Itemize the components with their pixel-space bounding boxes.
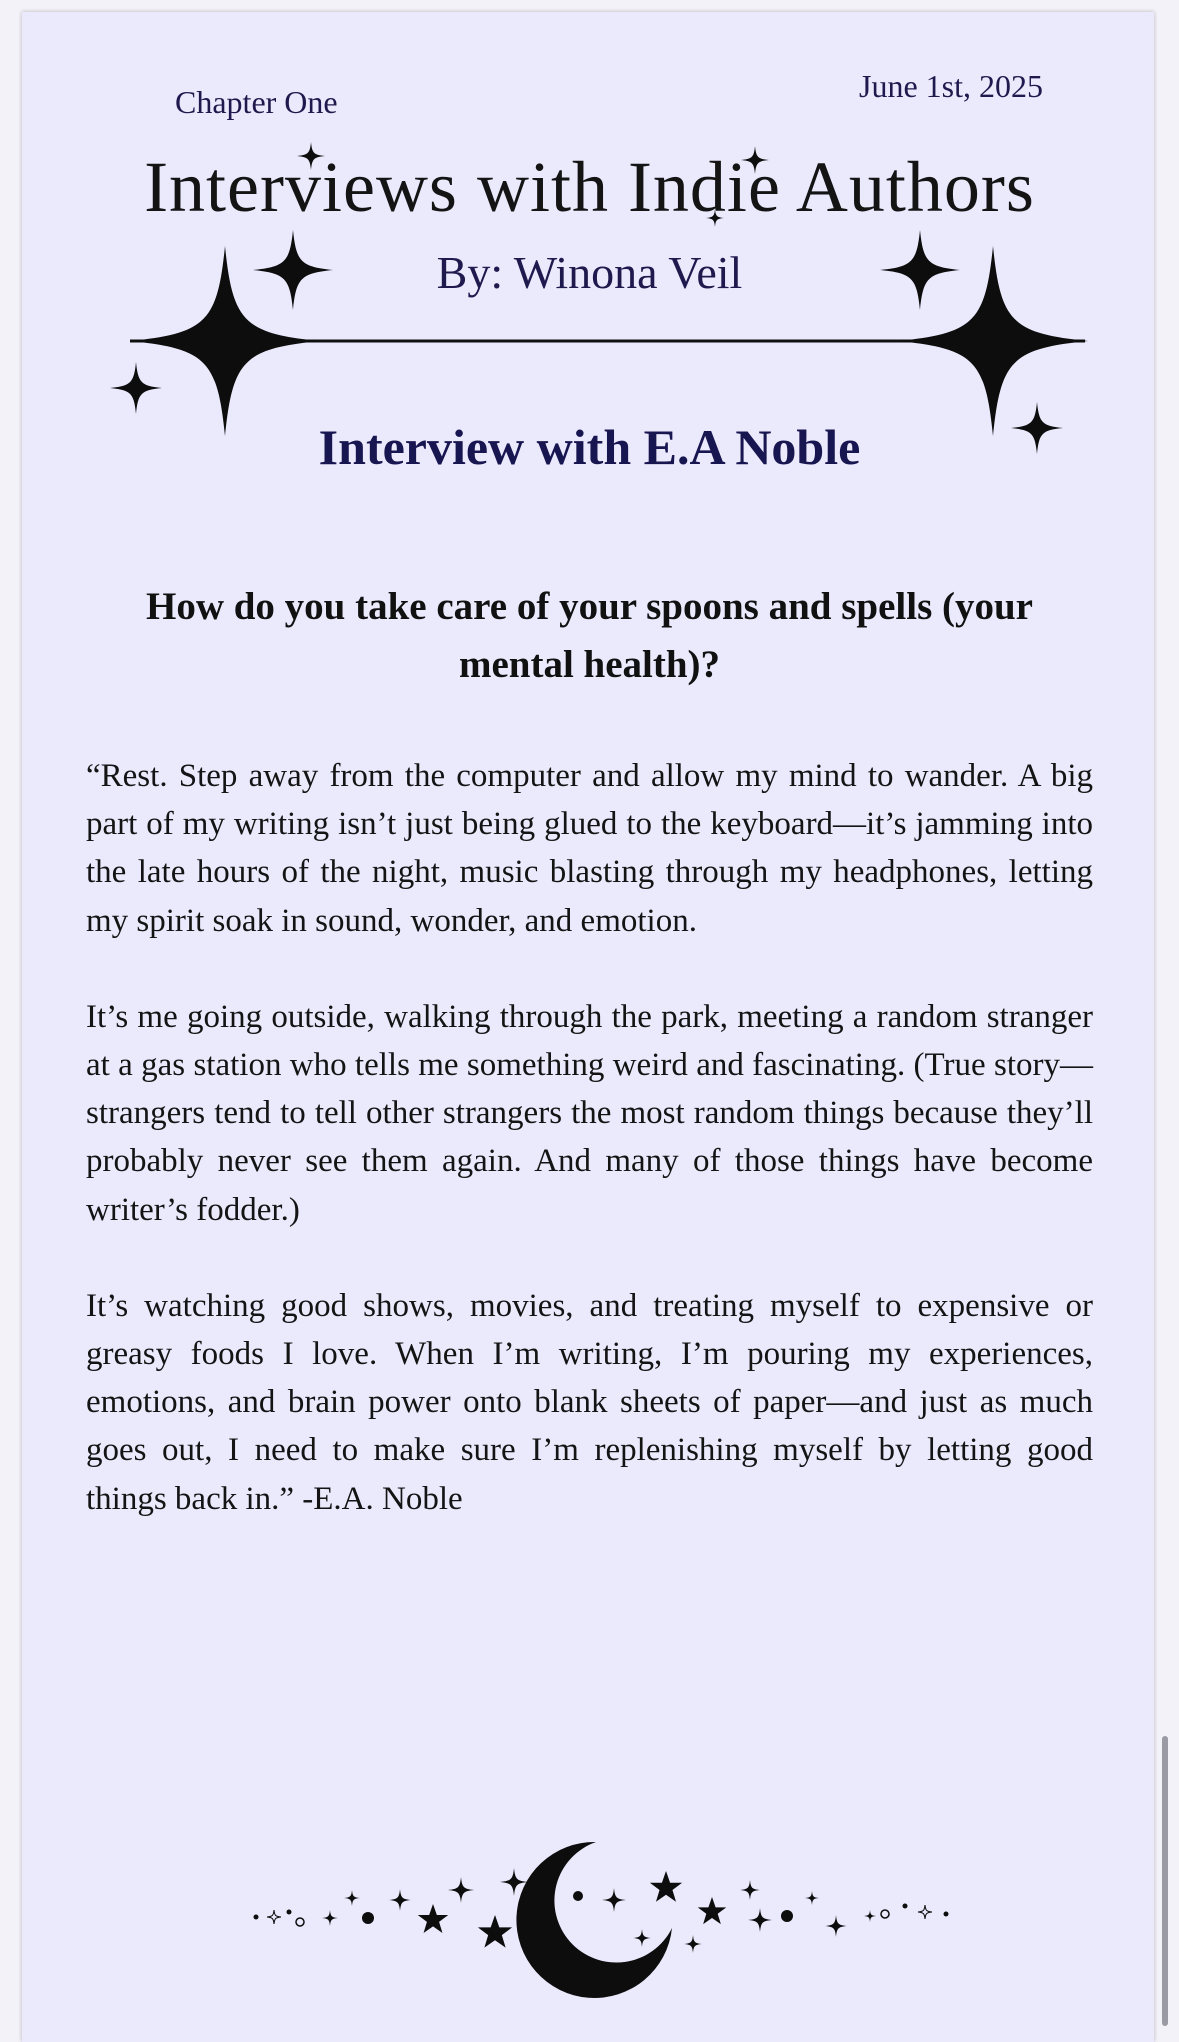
page-title: Interviews with Indie Authors xyxy=(144,147,1035,227)
scrollbar[interactable] xyxy=(1162,1736,1168,2026)
answer-paragraph: “Rest. Step away from the computer and allow my mind to wander. A big part of my writing isn’t just being glued to the keyboard—it’s jamming into the late hours of the night, music blasting through my headphones, letting my spirit soak in sound, wonder, and emotion. xyxy=(86,758,1093,939)
answer-paragraph: It’s me going outside, walking through the park, meeting a random stranger at a gas station who tells me something weird and fascinating. (True story—strangers tend to tell other strangers the most random things because they’ll probably never see them again. And many of those things have become writer’s fodder.) xyxy=(86,998,1093,1228)
chapter-label: Chapter One xyxy=(175,84,338,120)
interview-question: How do you take care of your spoons and spells (your mental health)? xyxy=(145,585,1033,686)
interview-answer xyxy=(86,752,1093,1571)
answer-paragraph: It’s watching good shows, movies, and treating myself to expensive or greasy foods I love. When I’m writing, I’m pouring my experiences, emotions, and brain power onto blank sheets of paper—and just as much goes out, I need to make sure I’m replenishing myself by letting good things back in.” -E.A. Noble xyxy=(86,1287,1093,1517)
author-byline: By: Winona Veil xyxy=(436,247,743,298)
interview-subtitle: Interview with E.A Noble xyxy=(318,419,861,475)
publish-date: June 1st, 2025 xyxy=(859,68,1043,104)
sparkle-star-icon xyxy=(110,362,162,414)
